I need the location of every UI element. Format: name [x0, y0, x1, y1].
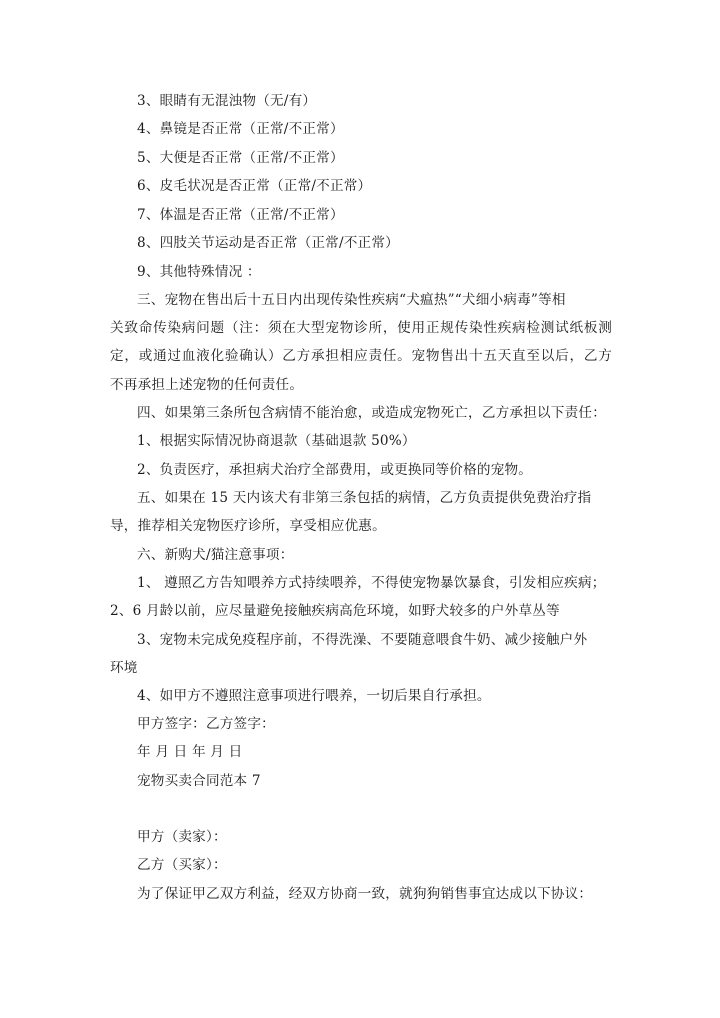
clause-four-heading: 四、如果第三条所包含病情不能治愈，或造成宠物死亡，乙方承担以下责任：: [137, 405, 606, 421]
clause-six-item-2: 2、6 月龄以前，应尽量避免接触疾病高危环境，如野犬较多的户外草丛等: [110, 603, 560, 619]
party-b-buyer: 乙方（买家）：: [137, 857, 227, 873]
clause-four-item-1: 1、根据实际情况协商退款（基础退款 50%）: [137, 433, 416, 449]
clause-six-item-1: 1、 遵照乙方告知喂养方式持续喂养，不得使宠物暴饮暴食，引发相应疾病；: [137, 575, 606, 591]
clause-six-item-3-line-1: 3、宠物未完成免疫程序前，不得洗澡、不要随意喂食牛奶、减少接触户外: [137, 632, 588, 648]
clause-six-item-4: 4、如甲方不遵照注意事项进行喂养，一切后果自行承担。: [137, 688, 491, 704]
signature-line: 甲方签字：乙方签字：: [137, 716, 275, 732]
checklist-item-temperature: 7、体温是否正常（正常/不正常）: [137, 207, 344, 223]
party-a-seller: 甲方（卖家）：: [137, 829, 227, 845]
clause-six-heading: 六、新购犬/猫注意事项：: [137, 547, 294, 563]
clause-five-line-2: 导，推荐相关宠物医疗诊所，享受相应优惠。: [110, 518, 386, 534]
clause-three-line-3: 定，或通过血液化验确认）乙方承担相应责任。宠物售出十五天直至以后，乙方: [110, 348, 612, 364]
template-title: 宠物买卖合同范本 7: [137, 773, 261, 789]
clause-three-line-1: 三、宠物在售出后十五日内出现传染性疾病“犬瘟热”“犬细小病毒”等相: [137, 292, 566, 308]
checklist-item-other: 9、其他特殊情况 ：: [137, 264, 261, 280]
checklist-item-stool: 5、大便是否正常（正常/不正常）: [137, 150, 344, 166]
checklist-item-coat: 6、皮毛状况是否正常（正常/不正常）: [137, 178, 372, 194]
checklist-item-nose: 4、鼻镜是否正常（正常/不正常）: [137, 121, 344, 137]
checklist-item-joints: 8、四肢关节运动是否正常（正常/不正常）: [137, 235, 399, 251]
clause-five-line-1: 五、如果在 15 天内该犬有非第三条包括的病情，乙方负责提供免费治疗指: [137, 490, 592, 506]
clause-three-line-4: 不再承担上述宠物的任何责任。: [110, 377, 304, 393]
clause-four-item-2: 2、负责医疗，承担病犬治疗全部费用，或更换同等价格的宠物。: [137, 462, 533, 478]
checklist-item-eyes: 3、眼睛有无混浊物（无/有）: [137, 93, 317, 109]
clause-three-line-2: 关致命传染病问题（注：须在大型宠物诊所，使用正规传染性疾病检测试纸板测: [110, 320, 612, 336]
agreement-intro: 为了保证甲乙双方利益，经双方协商一致，就狗狗销售事宜达成以下协议：: [137, 886, 593, 902]
clause-six-item-3-line-2: 环境: [110, 660, 138, 676]
date-line: 年 月 日 年 月 日: [137, 744, 243, 760]
